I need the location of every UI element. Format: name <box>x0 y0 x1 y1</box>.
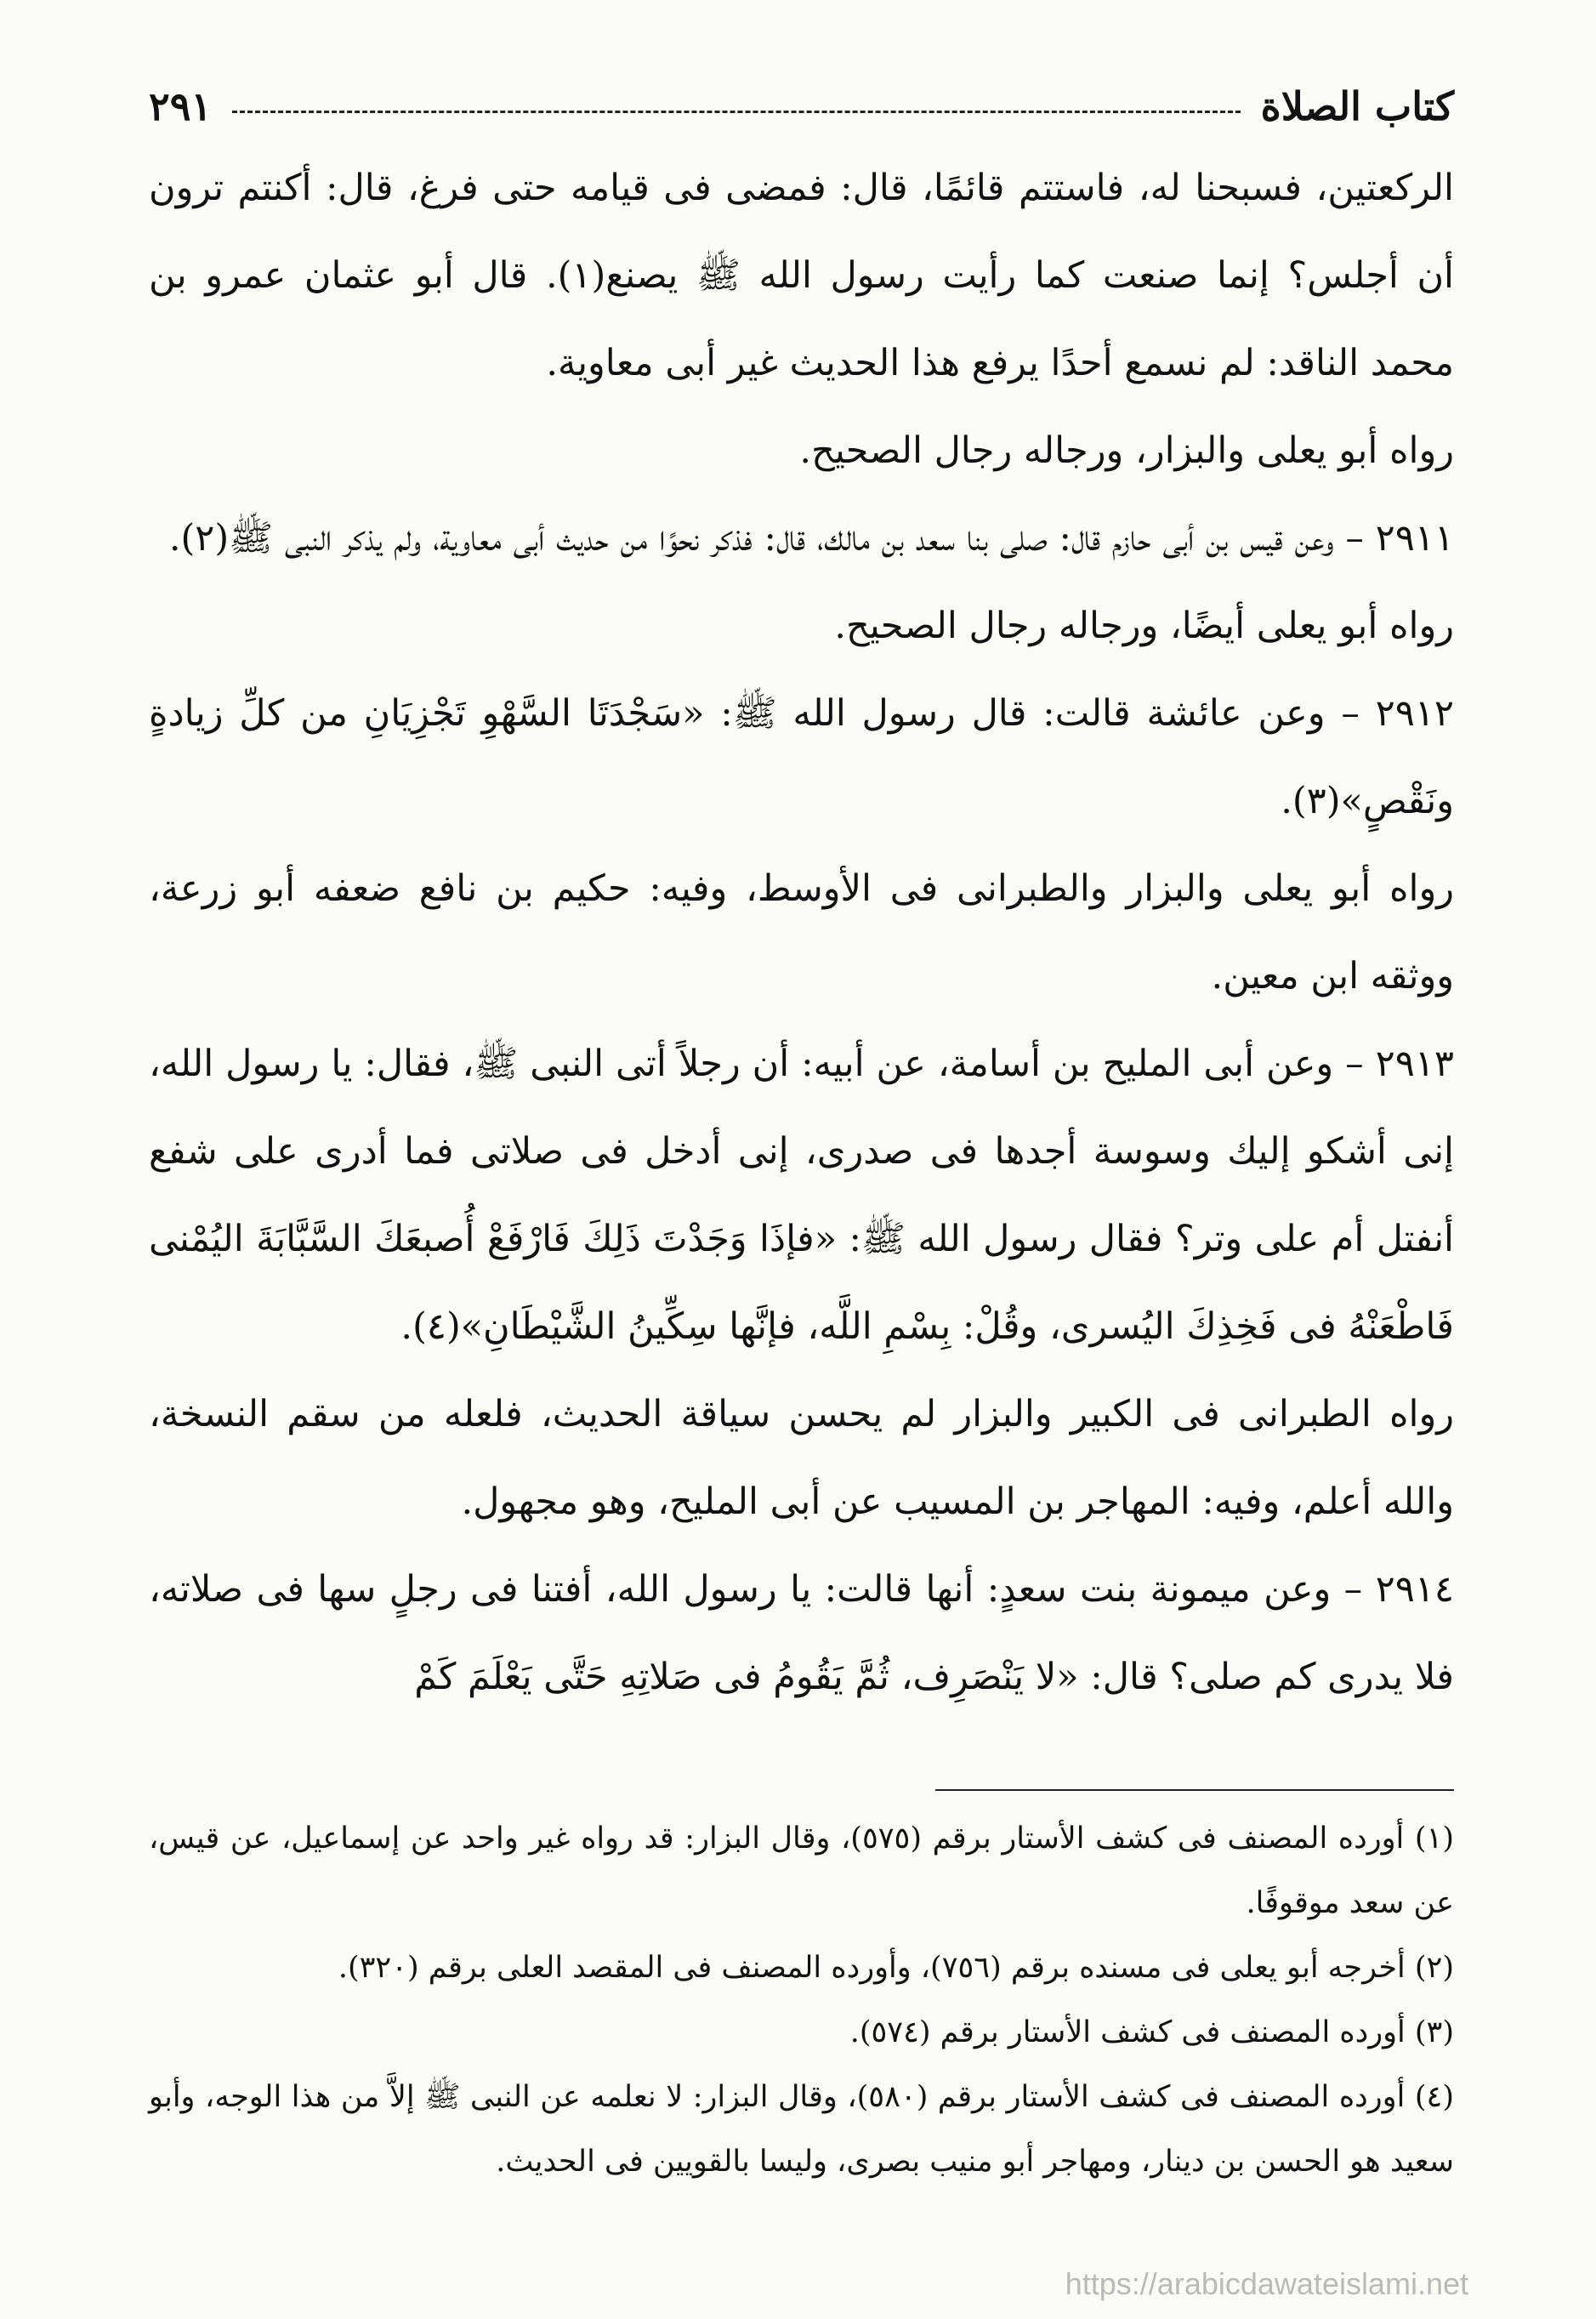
paragraph-6: رواه أبو يعلى والبزار والطبرانى فى الأوسط، وفيه: حكيم بن نافع ضعفه أبو زرعة، ووثقه ابن معين. <box>149 867 1454 998</box>
paragraph-8: رواه الطبرانى فى الكبير والبزار لم يحسن سياقة الحديث، فلعله من سقم النسخة، والله أعلم، وفيه: المهاجر بن المسيب عن أبى المليح، وهو مجهول. <box>149 1393 1454 1523</box>
footnote-1: (١) أورده المصنف فى كشف الأستار برقم (٥٧٥)، وقال البزار: قد رواه غير واحد عن إسماعيل، عن قيس، عن سعد موقوفًا. <box>149 1822 1455 1920</box>
footnote-separator <box>935 1789 1454 1791</box>
chapter-title: كتاب الصلاة <box>1260 83 1454 129</box>
header-divider <box>232 111 1241 113</box>
footnote-3: (٣) أورده المصنف فى كشف الأستار برقم (٥٧٤). <box>849 2015 1454 2049</box>
watermark-url: https://arabicdawateislami.net <box>1065 2266 1468 2301</box>
hadith-2914: ٢٩١٤ – وعن ميمونة بنت سعدٍ: أنها قالت: يا رسول الله، أفتنا فى رجلٍ سها فى صلاته، فلا يدرى كم صلى؟ قال: «لا يَنْصَرِف، ثُمَّ يَقُومُ فى صَلاتِهِ حَتَّى يَعْلَمَ كَمْ <box>149 1568 1454 1698</box>
footnote-4: (٤) أورده المصنف فى كشف الأستار برقم (٥٨٠)، وقال البزار: لا نعلمه عن النبى ﷺ إلاَّ من هذا الوجه، وأبو سعيد هو الحسن بن دينار، ومهاجر أبو منيب بصرى، وليسا بالقويين فى الحديث. <box>149 2080 1455 2179</box>
hadith-2911: ٢٩١١ – وعن قيس بن أبى حازم قال: صلى بنا سعد بن مالك، قال: فذكر نحوًا من حديث أبى معاوية، ولم يذكر النبى ﷺ(٢). <box>168 517 1454 560</box>
footnote-2: (٢) أخرجه أبو يعلى فى مسنده برقم (٧٥٦)، وأورده المصنف فى المقصد العلى برقم (٣٢٠). <box>338 1951 1454 1985</box>
page-number: ٢٩١ <box>149 83 213 129</box>
running-header <box>149 68 1454 145</box>
hadith-2913: ٢٩١٣ – وعن أبى المليح بن أسامة، عن أبيه: أن رجلاً أتى النبى ﷺ، فقال: يا رسول الله، إنى أشكو إليك وسوسة أجدها فى صدرى، إنى أدخل فى صلاتى فما أدرى على شفع أنفتل أم على وتر؟ فقال رسول الله ﷺ: «فإذَا وَجَدْتَ ذَلِكَ فَارْفَعْ أُصبعَكَ السَّبَّابَةَ اليُمْنى فَاطْعَنْهُ فى فَخِذِكَ اليُسرى، وقُلْ: بِسْمِ اللَّه، فإنَّها سِكِّينُ الشَّيْطَانِ»(٤). <box>149 1043 1454 1348</box>
main-text <box>149 145 1454 1721</box>
footnotes <box>149 1806 1454 2194</box>
paragraph-4: رواه أبو يعلى أيضًا، ورجاله رجال الصحيح. <box>834 605 1454 647</box>
book-page <box>149 68 1454 2262</box>
hadith-2912: ٢٩١٢ – وعن عائشة قالت: قال رسول الله ﷺ: «سَجْدَتَا السَّهْوِ تَجْزِيَانِ من كلِّ زيادةٍ ونَقْصٍ»(٣). <box>149 692 1454 822</box>
paragraph-1: الركعتين، فسبحنا له، فاستتم قائمًا، قال: فمضى فى قيامه حتى فرغ، قال: أكنتم ترون أن أجلس؟ إنما صنعت كما رأيت رسول الله ﷺ يصنع(١). قال أبو عثمان عمرو بن محمد الناقد: لم نسمع أحدًا يرفع هذا الحديث غير أبى معاوية. <box>149 167 1454 384</box>
paragraph-2: رواه أبو يعلى والبزار، ورجاله رجال الصحيح. <box>799 429 1454 472</box>
